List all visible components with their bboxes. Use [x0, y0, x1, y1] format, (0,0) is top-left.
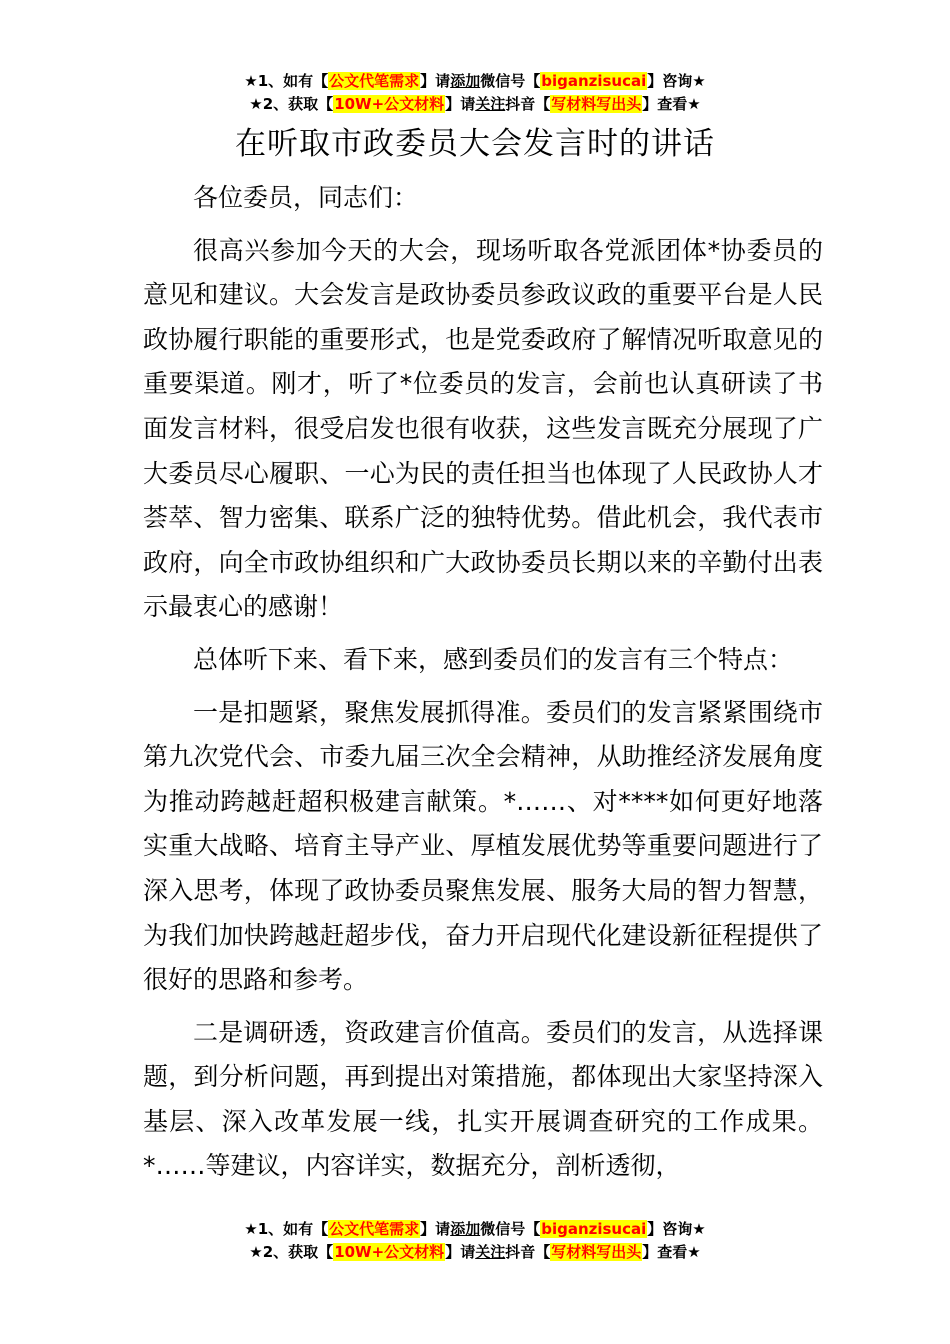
promo-text: 】请 [420, 72, 451, 90]
promo-highlight: 公文代笔需求 [329, 1220, 420, 1238]
document-body [143, 176, 823, 1197]
promo-text: ★1、如有【 [244, 72, 329, 90]
promo-text: 抖音【 [505, 1243, 551, 1261]
promo-line-2 [0, 93, 950, 116]
promo-text: 抖音【 [505, 95, 551, 113]
promo-header [0, 70, 950, 116]
paragraph: 二是调研透，资政建言价值高。委员们的发言，从选择课题，到分析问题，再到提出对策措施，都体现出大家坚持深入基层、深入改革发展一线，扎实开展调查研究的工作成果。*……等建议，内容详实，数据充分，剖析透彻， [143, 1017, 823, 1181]
paragraph: 一是扣题紧，聚焦发展抓得准。委员们的发言紧紧围绕市第九次党代会、市委九届三次全会精神，从助推经济发展角度为推动跨越赶超积极建言献策。*……、对****如何更好地落实重大战略、培育主导产业、厚植发展优势等重要问题进行了深入思考，体现了政协委员聚焦发展、服务大局的智力智慧，为我们加快跨越赶超步伐，奋力开启现代化建设新征程提供了很好的思路和参考。 [143, 697, 823, 995]
promo-line-1 [0, 1218, 950, 1241]
promo-text: 】请 [445, 1243, 476, 1261]
paragraph: 很高兴参加今天的大会，现场听取各党派团体*协委员的意见和建议。大会发言是政协委员参政议政的重要平台是人民政协履行职能的重要形式，也是党委政府了解情况听取意见的重要渠道。刚才，听了*位委员的发言，会前也认真研读了书面发言材料，很受启发也很有收获，这些发言既充分展现了广大委员尽心履职、一心为民的责任担当也体现了人民政协人才荟萃、智力密集、联系广泛的独特优势。借此机会，我代表市政府，向全市政协组织和广大政协委员长期以来的辛勤付出表示最衷心的感谢！ [143, 235, 823, 622]
promo-highlight: biganzisucai [541, 72, 647, 90]
promo-underlined-text: 添加 [450, 72, 481, 90]
promo-highlight: 10W+公文材料 [334, 1243, 445, 1261]
promo-text: ★1、如有【 [244, 1220, 329, 1238]
promo-text: ★2、获取【 [249, 95, 334, 113]
promo-text: ★2、获取【 [249, 1243, 334, 1261]
promo-highlight: 写材料写出头 [551, 1243, 642, 1261]
greeting: 各位委员，同志们： [193, 183, 419, 212]
promo-text: 】咨询★ [647, 72, 706, 90]
paragraph: 总体听下来、看下来，感到委员们的发言有三个特点： [193, 644, 794, 674]
promo-text: 】查看★ [642, 95, 701, 113]
promo-line-1 [0, 70, 950, 93]
promo-highlight: biganzisucai [541, 1220, 647, 1238]
promo-highlight: 10W+公文材料 [334, 95, 445, 113]
promo-underlined-text: 关注 [475, 95, 506, 113]
document-title: 在听取市政委员大会发言时的讲话 [235, 126, 715, 162]
promo-line-2 [0, 1241, 950, 1264]
promo-text: 】请 [420, 1220, 451, 1238]
promo-highlight: 公文代笔需求 [329, 72, 420, 90]
promo-highlight: 写材料写出头 [551, 95, 642, 113]
promo-underlined-text: 添加 [450, 1220, 481, 1238]
promo-text: 】查看★ [642, 1243, 701, 1261]
promo-text: 微信号【 [480, 72, 541, 90]
promo-text: 微信号【 [480, 1220, 541, 1238]
promo-text: 】请 [445, 95, 476, 113]
promo-text: 】咨询★ [647, 1220, 706, 1238]
promo-underlined-text: 关注 [475, 1243, 506, 1261]
promo-footer [0, 1218, 950, 1264]
